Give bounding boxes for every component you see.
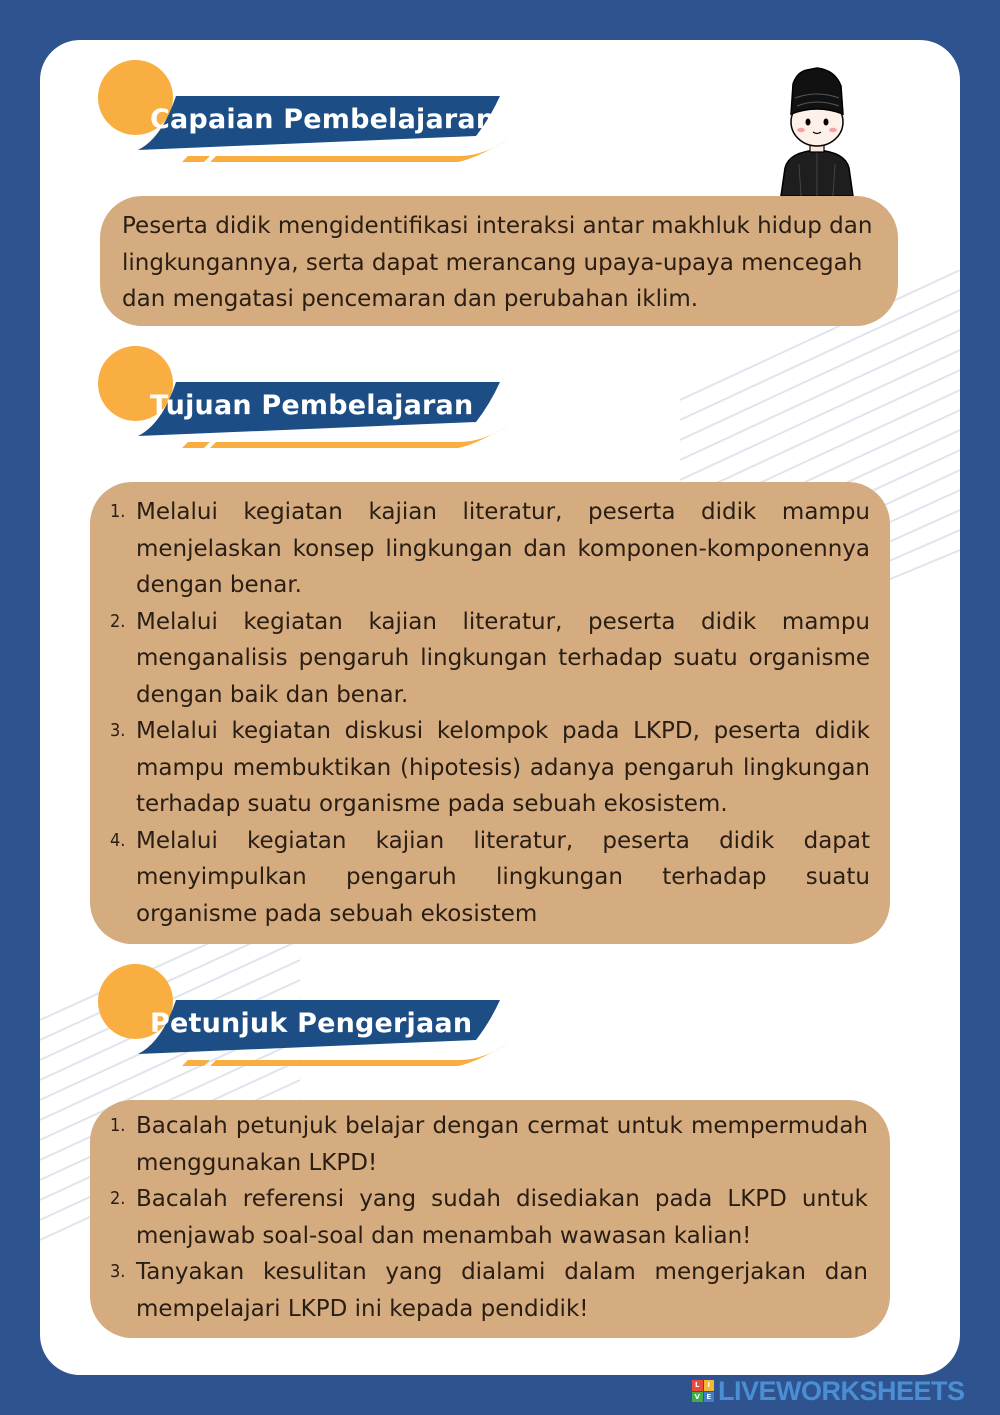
section-title-capaian: Capaian Pembelajaran: [150, 104, 496, 135]
liveworksheets-logo-icon: [692, 1380, 714, 1402]
list-item: [110, 494, 870, 604]
liveworksheets-watermark[interactable]: [692, 1375, 965, 1406]
section-header-petunjuk: [98, 964, 518, 1074]
list-item: [110, 1181, 868, 1254]
logo-letter: V: [692, 1392, 703, 1403]
capaian-content-box: [100, 196, 898, 326]
list-item-text: Melalui kegiatan kajian literatur, peserta didik mampu menganalisis pengaruh lingkungan terhadap suatu organisme dengan baik dan benar.: [136, 608, 870, 708]
list-item-text: Tanyakan kesulitan yang dialami dalam mengerjakan dan mempelajari LKPD ini kepada pendidik!: [136, 1259, 868, 1322]
list-item-text: Melalui kegiatan kajian literatur, peserta didik mampu menjelaskan konsep lingkungan dan komponen-komponennya dengan benar.: [136, 499, 870, 598]
list-item-number: 2.: [110, 610, 126, 632]
petunjuk-content-box: [90, 1100, 890, 1338]
logo-letter: L: [692, 1380, 703, 1391]
logo-letter: E: [704, 1392, 715, 1403]
capaian-text: Peserta didik mengidentifikasi interaksi antar makhluk hidup dan lingkungannya, serta dapat merancang upaya-upaya mencegah dan mengatasi pencemaran dan perubahan iklim.: [122, 213, 873, 312]
tujuan-list: [110, 494, 870, 932]
logo-letter: I: [704, 1380, 715, 1391]
list-item: [110, 604, 870, 714]
list-item-text: Bacalah referensi yang sudah disediakan pada LKPD untuk menjawab soal-soal dan menambah wawasan kalian!: [136, 1186, 868, 1249]
list-item: [110, 823, 870, 933]
list-item-number: 4.: [110, 829, 126, 851]
list-item: [110, 713, 870, 823]
list-item: [110, 1108, 868, 1181]
list-item: [110, 1254, 868, 1327]
watermark-text: LIVEWORKSHEETS: [718, 1375, 965, 1406]
list-item-text: Bacalah petunjuk belajar dengan cermat untuk mempermudah menggunakan LKPD!: [136, 1113, 868, 1176]
tujuan-content-box: [90, 482, 890, 944]
list-item-number: 3.: [110, 720, 126, 741]
character-avatar-icon: [777, 64, 857, 196]
list-item-text: Melalui kegiatan diskusi kelompok pada LKPD, peserta didik mampu membuktikan (hipotesis) adanya pengaruh lingkungan terhadap suatu organisme pada sebuah ekosistem.: [136, 718, 870, 817]
list-item-number: 1.: [110, 501, 126, 522]
list-item-text: Melalui kegiatan kajian literatur, peserta didik dapat menyimpulkan pengaruh lingkungan terhadap suatu organisme pada sebuah ekosistem: [136, 827, 870, 927]
list-item-number: 3.: [110, 1261, 126, 1282]
petunjuk-list: [110, 1108, 868, 1327]
section-title-tujuan: Tujuan Pembelajaran: [150, 390, 474, 421]
section-title-petunjuk: Petunjuk Pengerjaan: [150, 1008, 473, 1039]
page-card: [40, 40, 960, 1375]
list-item-number: 1.: [110, 1115, 126, 1136]
section-header-capaian: [98, 60, 518, 170]
list-item-number: 2.: [110, 1188, 126, 1209]
section-header-tujuan: [98, 346, 518, 456]
